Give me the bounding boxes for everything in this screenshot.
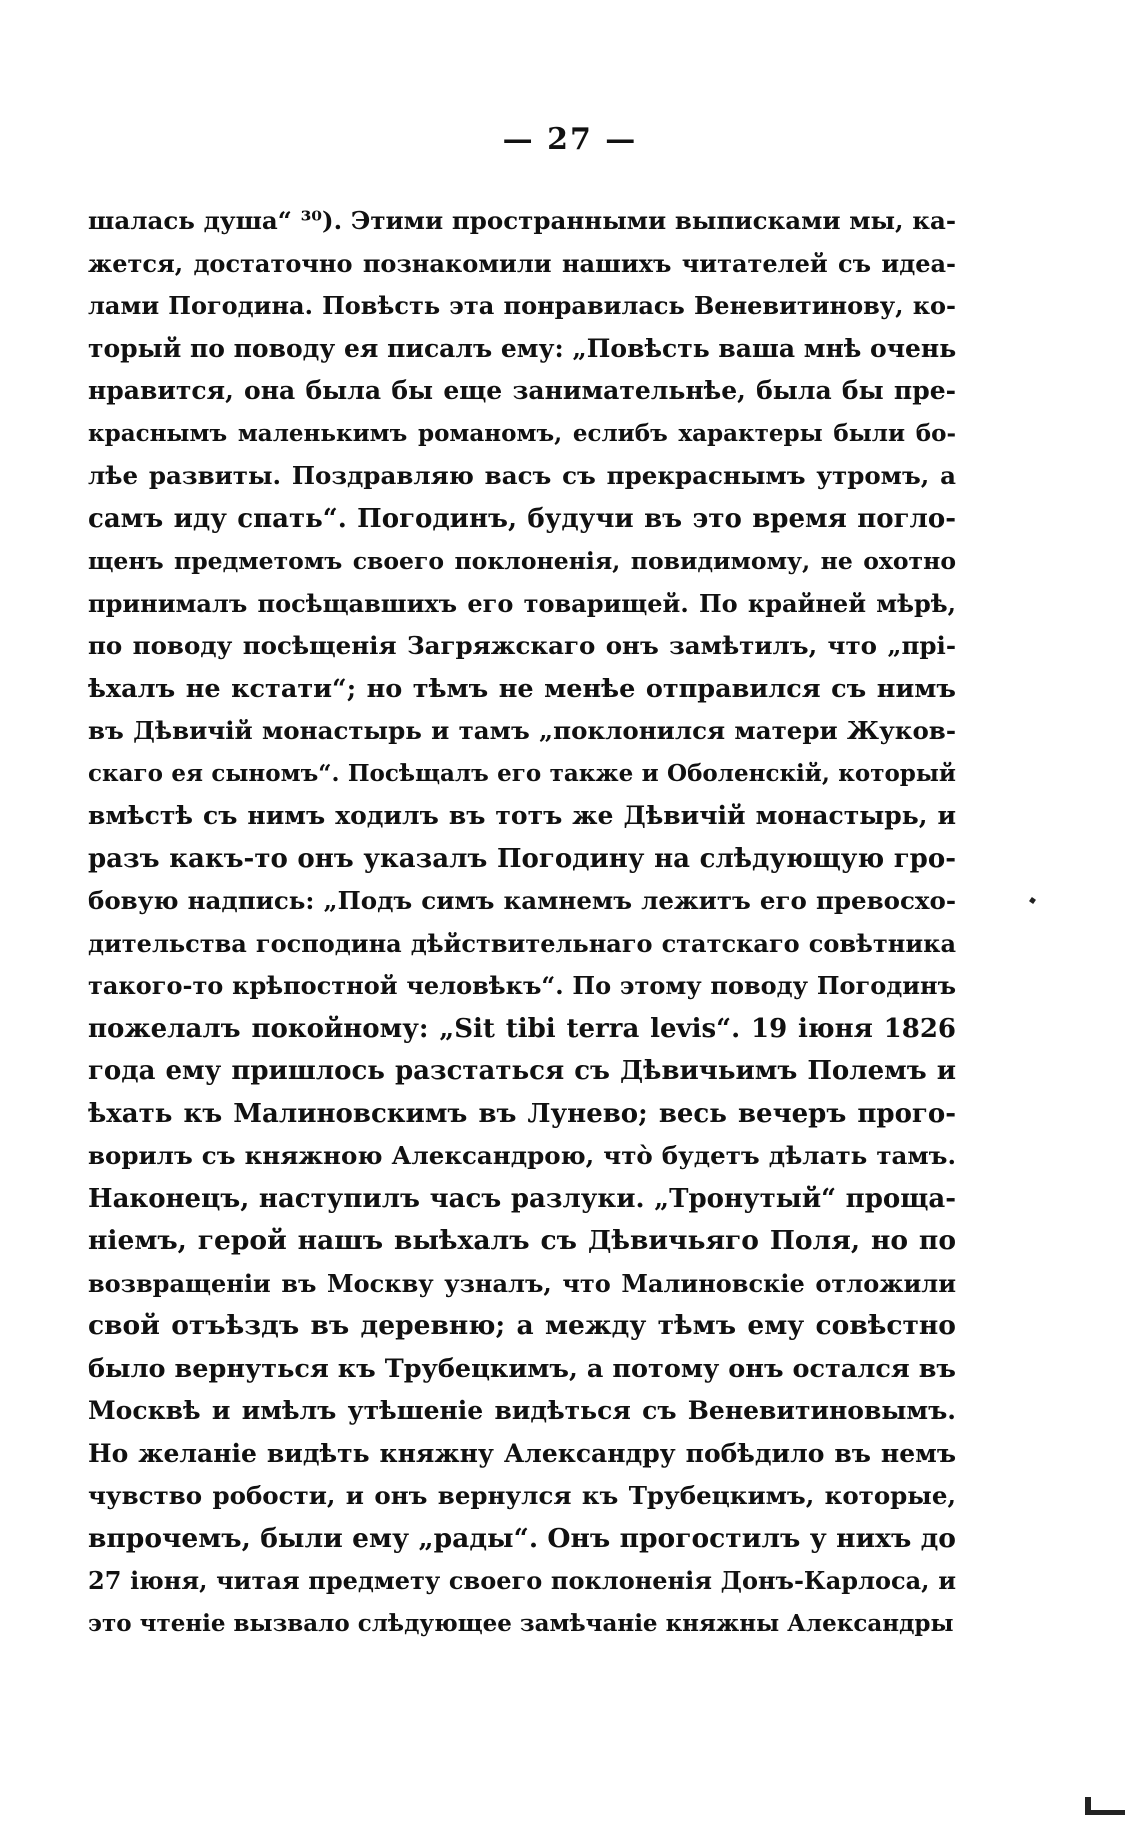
text-line: ѣхалъ не кстати“; но тѣмъ не менѣе отправился съ нимъ — [88, 673, 956, 704]
text-line: скаго ея сыномъ“. Посѣщалъ его также и Оболенскій, который — [88, 759, 956, 787]
text-line: чувство робости, и онъ вернулся къ Трубецкимъ, которые, — [88, 1481, 956, 1510]
text-line: Но желаніе видѣть княжну Александру побѣдило въ немъ — [88, 1438, 956, 1468]
text-line: по поводу посѣщенія Загряжскаго онъ замѣтилъ, что „прі- — [88, 631, 956, 660]
margin-mark — [1029, 897, 1036, 904]
corner-mark — [1085, 1810, 1125, 1815]
text-line: впрочемъ, были ему „рады“. Онъ прогостилъ у нихъ до — [88, 1522, 956, 1554]
text-line: пожелалъ покойному: „Sit tibi terra levis“. 19 іюня 1826 — [88, 1013, 956, 1044]
text-line: Наконецъ, наступилъ часъ разлуки. „Тронутый“ проща- — [88, 1183, 956, 1214]
text-line: возвращеніи въ Москву узналъ, что Малиновскіе отложили — [88, 1268, 956, 1298]
text-line: въ Дѣвичій монастырь и тамъ „поклонился матери Жуков- — [88, 716, 956, 745]
text-line: шалась душа“ ³⁰). Этими пространными выписками мы, ка- — [88, 206, 956, 235]
text-line: самъ иду спать“. Погодинъ, будучи въ это время погло- — [88, 503, 956, 534]
text-line: лѣе развиты. Поздравляю васъ съ прекраснымъ утромъ, а — [88, 461, 956, 490]
body-text — [88, 200, 956, 1645]
text-line: ніемъ, герой нашъ выѣхалъ съ Дѣвичьяго Поля, но по — [88, 1225, 956, 1256]
text-line: нравится, она была бы еще занимательнѣе, была бы пре- — [88, 376, 956, 405]
page-number: — 27 — — [502, 122, 638, 157]
text-line: 27 іюня, читая предмету своего поклоненія Донъ-Карлоса, и — [88, 1566, 956, 1595]
text-line: разъ какъ-то онъ указалъ Погодину на слѣдующую гро- — [88, 843, 956, 874]
text-line: свой отъѣздъ въ деревню; а между тѣмъ ему совѣстно — [88, 1310, 956, 1341]
text-line: ѣхать къ Малиновскимъ въ Лунево; весь вечеръ прого- — [88, 1098, 956, 1129]
text-line: Москвѣ и имѣлъ утѣшеніе видѣться съ Веневитиновымъ. — [88, 1396, 956, 1425]
text-line: это чтеніе вызвало слѣдующее замѣчаніе княжны Александры — [88, 1609, 954, 1637]
text-line: краснымъ маленькимъ романомъ, еслибъ характеры были бо- — [88, 419, 956, 447]
text-line: дительства господина дѣйствительнаго статскаго совѣтника — [88, 928, 956, 958]
text-line: вмѣстѣ съ нимъ ходилъ въ тотъ же Дѣвичій монастырь, и — [88, 801, 956, 830]
text-line: такого-то крѣпостной человѣкъ“. По этому поводу Погодинъ — [88, 971, 956, 1000]
text-line: бовую надпись: „Подъ симъ камнемъ лежитъ его превосхо- — [88, 886, 956, 915]
text-line: года ему пришлось разстаться съ Дѣвичьимъ Полемъ и — [88, 1056, 956, 1086]
text-line: щенъ предметомъ своего поклоненія, повидимому, не охотно — [88, 547, 956, 575]
text-line: лами Погодина. Повѣсть эта понравилась Веневитинову, ко- — [88, 291, 956, 320]
text-line: торый по поводу ея писалъ ему: „Повѣсть ваша мнѣ очень — [88, 333, 956, 363]
text-line: ворилъ съ княжною Александрою, что̀ будетъ дѣлать тамъ. — [88, 1141, 956, 1170]
text-line: жется, достаточно познакомили нашихъ читателей съ идеа- — [88, 248, 956, 278]
text-line: было вернуться къ Трубецкимъ, а потому онъ остался въ — [88, 1353, 956, 1384]
text-line: принималъ посѣщавшихъ его товарищей. По крайней мѣрѣ, — [88, 588, 956, 618]
